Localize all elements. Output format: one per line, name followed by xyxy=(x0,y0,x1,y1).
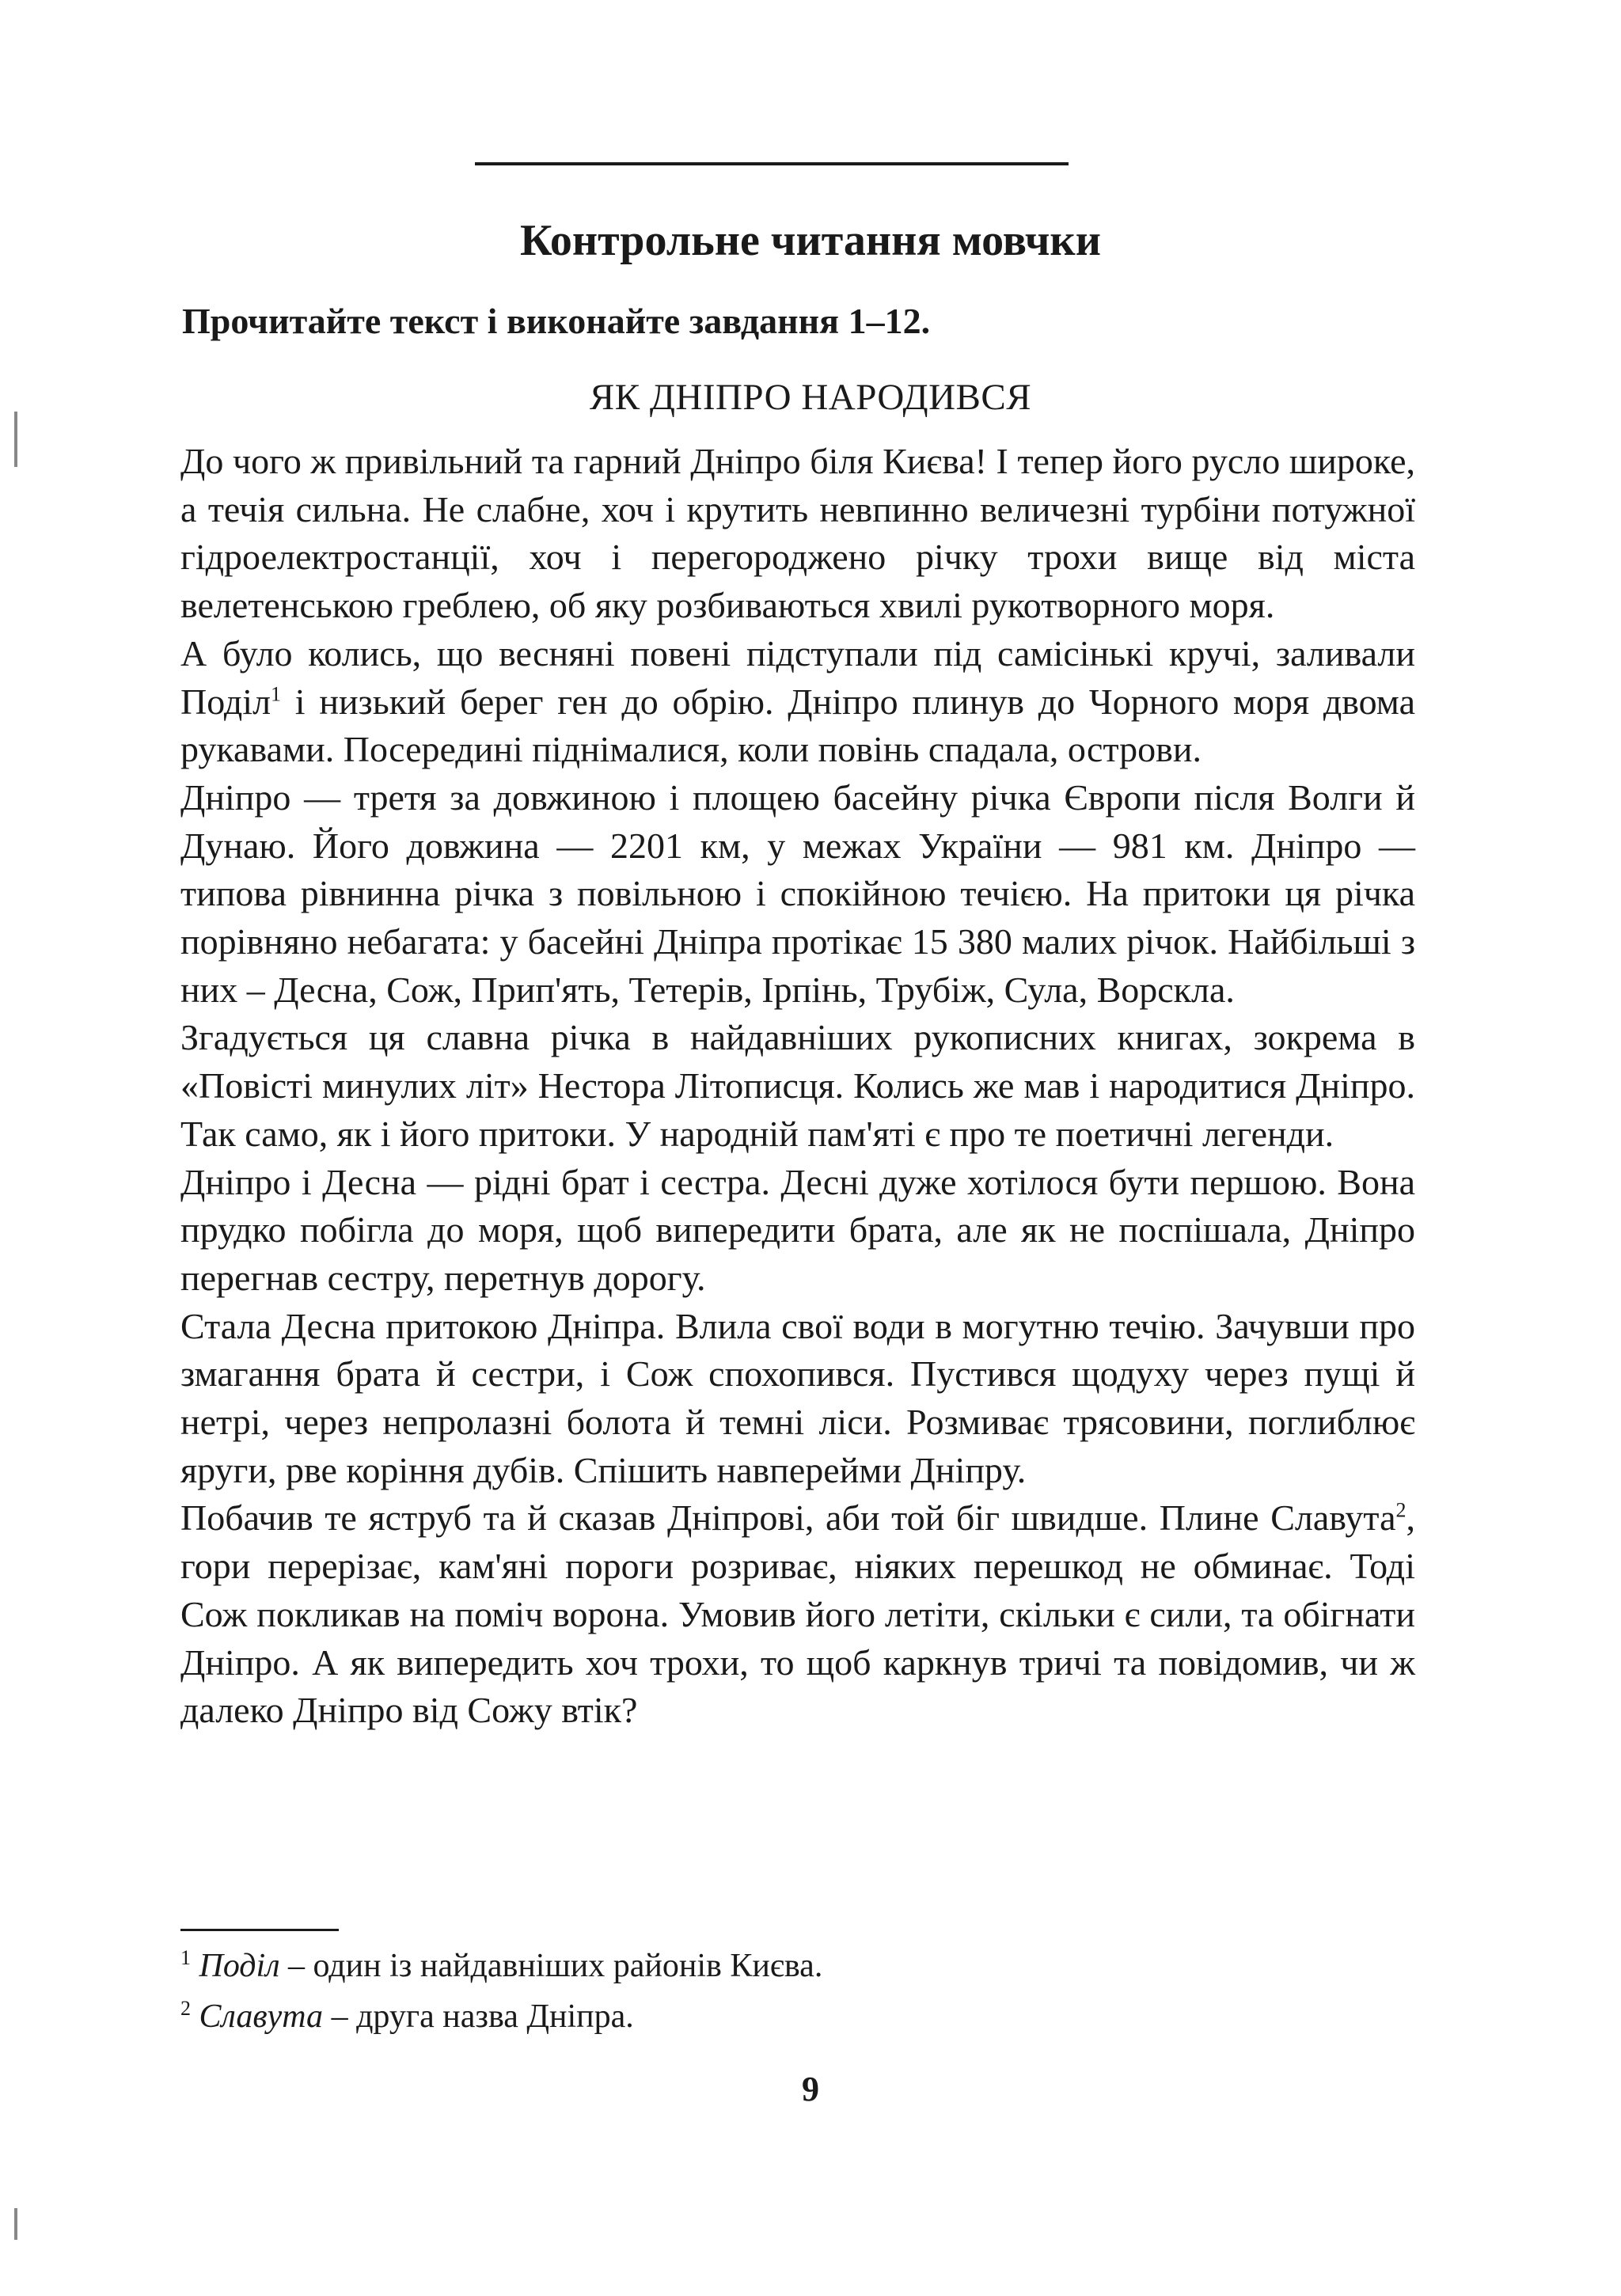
story-title: ЯК ДНІПРО НАРОДИВСЯ xyxy=(589,377,1032,418)
scan-edge-mark xyxy=(14,2208,17,2240)
paragraph-1 xyxy=(180,438,1415,630)
paragraph-text: , гори перерізає, кам'яні пороги розриває, ніяких перешкод не обминає. Тоді Сож покликав на поміч ворона. Умовив його летіти, скільки є сили, та обігнати Дніпро. А як випередить хоч трохи, то щоб каркнув тричі та повідомив, чи ж далеко Дніпро від Сожу втік? xyxy=(180,1497,1415,1731)
paragraph-4 xyxy=(180,1014,1415,1158)
paragraph-text: і низький берег ген до обрію. Дніпро плинув до Чорного моря двома рукавами. Посередині піднімалися, коли повінь спадала, острови. xyxy=(180,681,1415,770)
paragraph-text: Згадується ця славна річка в найдавніших рукописних книгах, зокрема в «Повісті минулих літ» Нестора Літописця. Колись же мав і народитися Дніпро. Так само, як і його притоки. У народній пам'яті є про те поетичні легенди. xyxy=(180,1017,1415,1154)
footnote-definition: один із найдавніших районів Києва. xyxy=(313,1948,823,1984)
paragraph-text: Дніпро — третя за довжиною і площею басейну річка Європи після Волги й Дунаю. Його довжина — 2201 км, у межах України — 981 км. Дніпро — типова рівнинна річка з повільною і спокійною течією. На притоки ця річка порівняно небагата: у басейні Дніпра протікає 15 380 малих річок. Найбільші з них – Десна, Сож, Прип'ять, Тетерів, Ірпінь, Трубіж, Сула, Ворскла. xyxy=(180,776,1415,1010)
footnote-ref-2: 2 xyxy=(1395,1499,1407,1523)
footnote-term: Поділ xyxy=(199,1948,280,1984)
footnote-separator: – xyxy=(323,1998,357,2035)
top-rule xyxy=(475,162,1069,165)
paragraph-text: А було колись, що весняні повені підступали під самісінькі кручі, заливали Поділ xyxy=(180,632,1415,722)
footnote-term: Славута xyxy=(199,1998,324,2035)
page-number: 9 xyxy=(802,2070,819,2108)
paragraph-2 xyxy=(180,630,1415,774)
footnote-2 xyxy=(180,1991,1368,2042)
footnote-rule xyxy=(180,1929,339,1931)
task-instruction: Прочитайте текст і виконайте завдання 1–12. xyxy=(182,301,931,341)
section-title: Контрольне читання мовчки xyxy=(520,216,1101,265)
footnote-definition: друга назва Дніпра. xyxy=(356,1998,634,2035)
footnote-number: 2 xyxy=(180,1997,191,2020)
footnote-ref-1: 1 xyxy=(271,682,282,706)
paragraph-text: Дніпро і Десна — рідні брат і сестра. Десні дуже хотілося бути першою. Вона прудко побігла до моря, щоб випередити брата, але як не поспішала, Дніпро перегнав сестру, перетнув дорогу. xyxy=(180,1161,1415,1298)
footnote-1 xyxy=(180,1941,1368,1991)
footnotes xyxy=(180,1941,1368,2042)
paragraph-text: До чого ж привільний та гарний Дніпро біля Києва! І тепер його русло широке, а течія сильна. Не слабне, хоч і крутить невпинно величезні турбіни потужної гідроелектростанції, хоч і перегороджено річку трохи вище від міста велетенською греблею, об яку розбиваються хвилі рукотворного моря. xyxy=(180,441,1415,626)
paragraph-5 xyxy=(180,1159,1415,1303)
story-body xyxy=(180,438,1415,1735)
paragraph-text: Стала Десна притокою Дніпра. Влила свої води в могутню течію. Зачувши про змагання брата й сестри, і Сож спохопився. Пустився щодуху через пущі й нетрі, через непролазні болота й темні ліси. Розмиває трясовини, поглиблює яруги, рве коріння дубів. Спішить навперейми Дніпру. xyxy=(180,1305,1415,1490)
paragraph-6 xyxy=(180,1303,1415,1495)
footnote-number: 1 xyxy=(180,1946,191,1969)
paragraph-3 xyxy=(180,774,1415,1015)
paragraph-7 xyxy=(180,1494,1415,1735)
footnote-separator: – xyxy=(279,1948,313,1984)
scan-edge-mark xyxy=(14,412,17,467)
paragraph-text: Побачив те яструб та й сказав Дніпрові, аби той біг швидше. Плине Славута xyxy=(180,1497,1396,1539)
